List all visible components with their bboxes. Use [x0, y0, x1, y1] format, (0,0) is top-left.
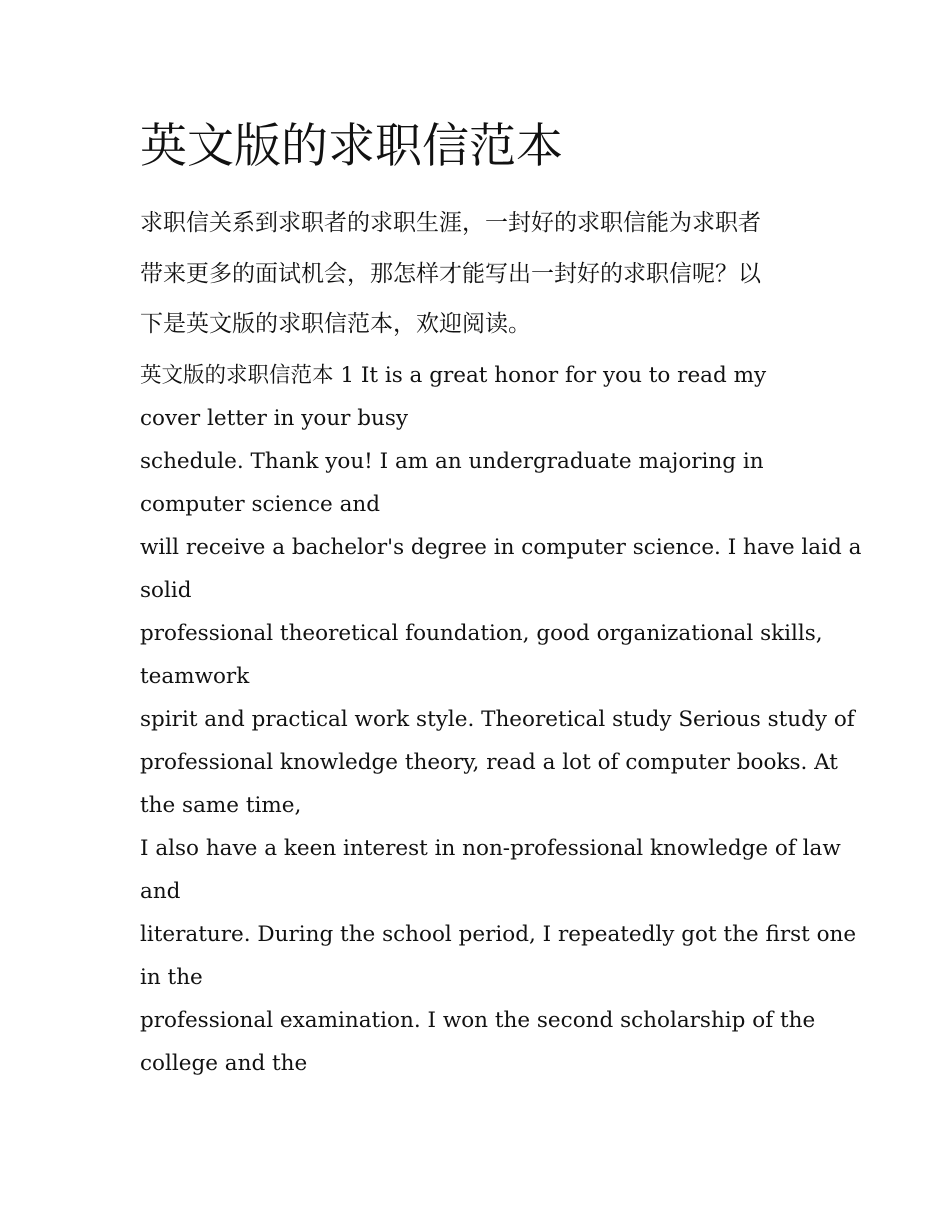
body-line: computer science and — [140, 491, 381, 517]
body-line: spirit and practical work style. Theoretical study Serious study of — [140, 706, 855, 732]
body-line: schedule. Thank you! I am an undergraduate majoring in — [140, 448, 764, 474]
body-line: cover letter in your busy — [140, 405, 409, 431]
intro-line: 求职信关系到求职者的求职生涯，一封好的求职信能为求职者 — [140, 210, 761, 236]
body-line: in the — [140, 964, 203, 990]
body-line: professional examination. I won the second scholarship of the — [140, 1007, 816, 1033]
body-line: professional theoretical foundation, good organizational skills, — [140, 620, 823, 646]
body-line: 英文版的求职信范本 1 It is a great honor for you to read my — [140, 362, 767, 388]
intro-line: 下是英文版的求职信范本，欢迎阅读。 — [140, 311, 531, 337]
document-content — [140, 112, 862, 1085]
body-line: I also have a keen interest in non-professional knowledge of law — [140, 835, 841, 861]
body-line: teamwork — [140, 663, 250, 689]
body-line: solid — [140, 577, 192, 603]
body-line: will receive a bachelor's degree in computer science. I have laid a — [140, 534, 862, 560]
letter-body — [140, 354, 862, 1085]
body-line: and — [140, 878, 181, 904]
document-title: 英文版的求职信范本 — [140, 119, 563, 174]
body-line: professional knowledge theory, read a lot of computer books. At — [140, 749, 838, 775]
body-line: college and the — [140, 1050, 308, 1076]
body-line: the same time, — [140, 792, 302, 818]
intro-paragraph — [140, 198, 815, 350]
intro-line: 带来更多的面试机会，那怎样才能写出一封好的求职信呢？以 — [140, 260, 761, 287]
body-line: literature. During the school period, I repeatedly got the first one — [140, 921, 857, 947]
